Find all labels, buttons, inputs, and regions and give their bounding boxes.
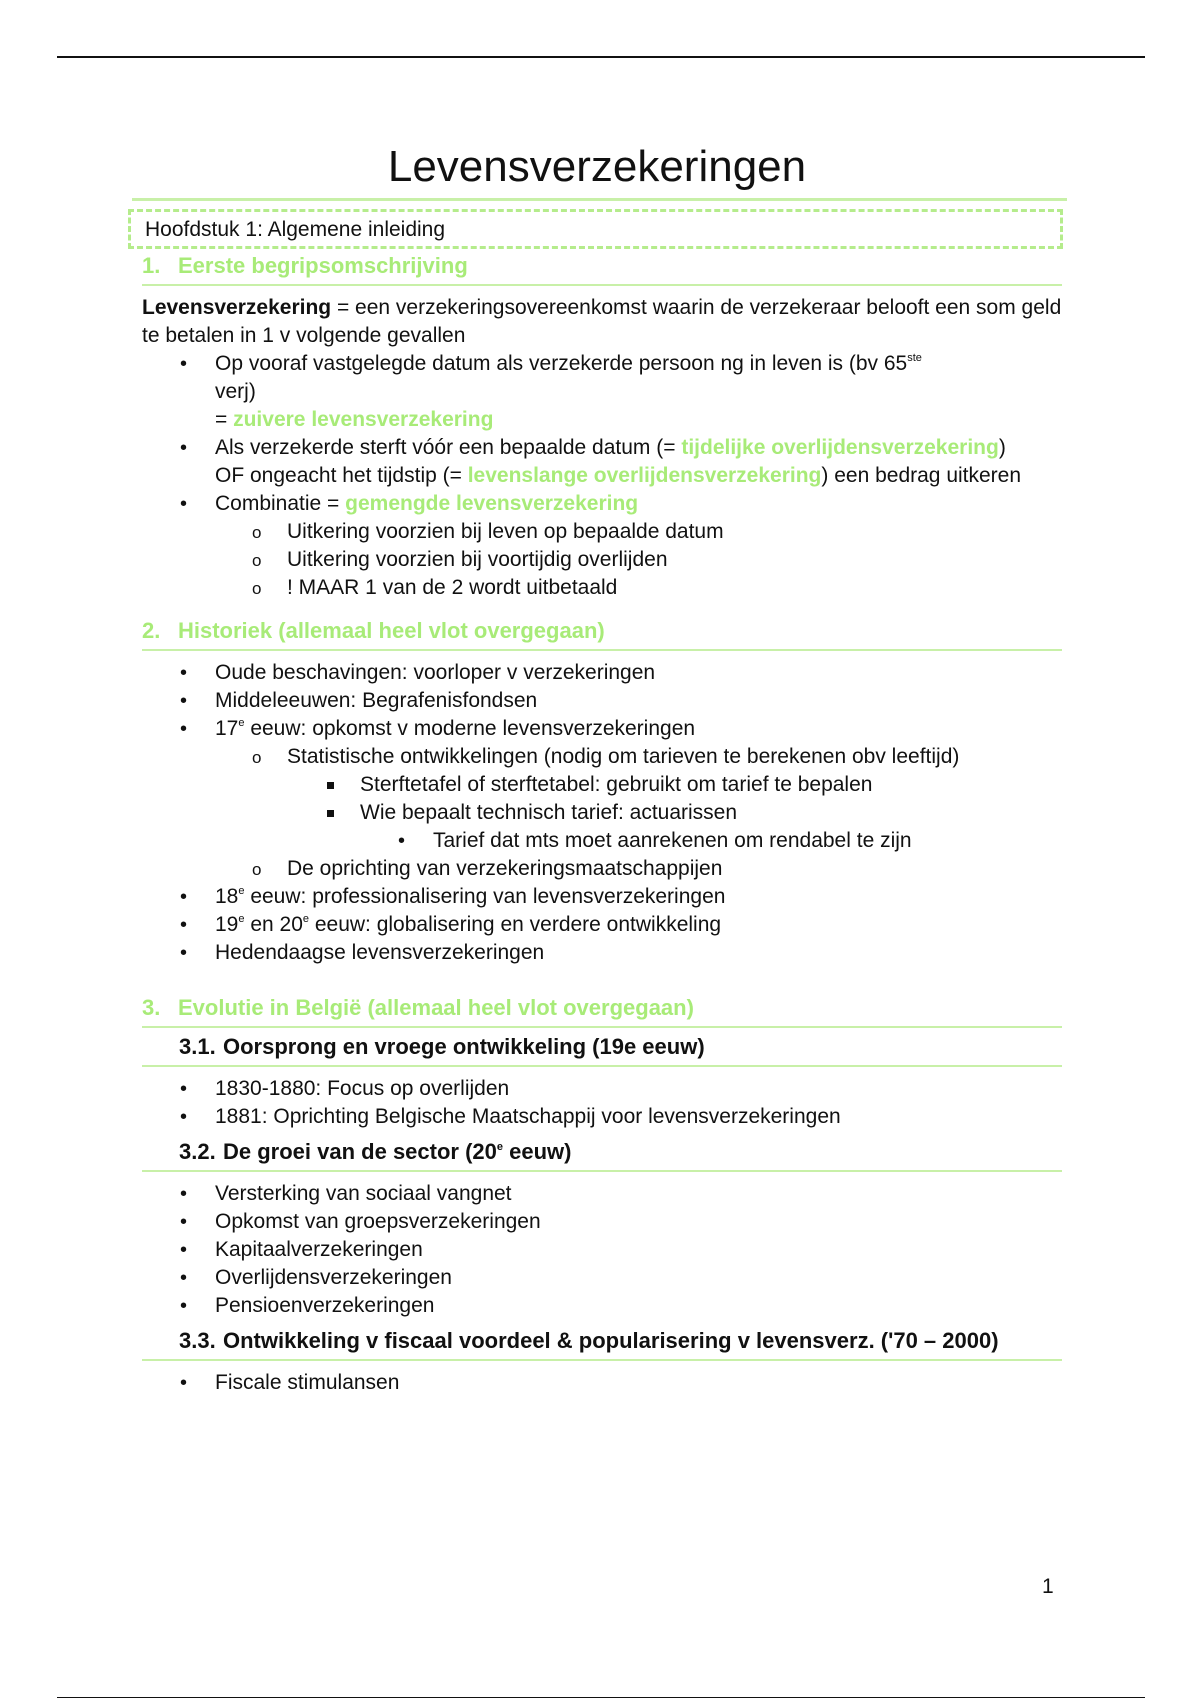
list-item [142,490,1062,518]
list-item: • Middeleeuwen: Begrafenisfondsen [142,687,1062,715]
superscript: e [238,885,245,897]
square-list-item: Sterftetafel of sterftetabel: gebruikt om tarief te bepalen [142,771,1062,799]
list-item-text: ) een bedrag uitkeren [821,464,1022,487]
subsection-heading-3-3 [142,1326,1062,1356]
superscript: ste [907,352,922,364]
list-item-text: OF ongeacht het tijdstip (= [215,464,468,487]
list-item-text: eeuw: professionalisering van levensverzekeringen [244,885,726,908]
list-item-text: Als verzekerde sterft vóór een bepaalde datum (= [215,436,682,459]
highlight-term: gemengde levensverzekering [345,492,639,515]
list-item: • 1881: Oprichting Belgische Maatschappij voor levensverzekeringen [142,1103,1062,1131]
section-number: 1. [142,253,161,278]
list-item-text: 19 [215,913,239,936]
section-number: 2. [142,618,161,643]
fiscal-list [142,1369,1062,1397]
superscript: e [302,913,309,925]
section-number: 3. [142,995,161,1020]
highlight-term: levenslange overlijdensverzekering [467,464,822,487]
section-title: Evolutie in België (allemaal heel vlot overgegaan) [178,995,694,1020]
title-underline [132,198,1067,201]
subsection-heading-3-2 [142,1137,1062,1167]
sub-list-item: o Uitkering voorzien bij leven op bepaalde datum [142,518,1062,546]
highlight-term: zuivere levensverzekering [233,408,494,431]
subsection-title-text: De groei van de sector (20 [223,1139,497,1164]
section-heading-1 [142,251,1062,281]
history-list [142,659,1062,967]
section-underline [142,284,1062,286]
document-page [142,140,1062,1397]
sub-list-item: o De oprichting van verzekeringsmaatschappijen [142,855,1062,883]
header-rule [57,56,1145,58]
subsection-number: 3.1. [179,1034,216,1059]
subsection-number: 3.3. [179,1328,216,1353]
definition-term: Levensverzekering [142,296,332,319]
list-item [142,434,1062,490]
subsection-underline [142,1170,1062,1172]
list-item: • Versterking van sociaal vangnet [142,1180,1062,1208]
subsection-underline [142,1065,1062,1067]
list-item-text: en 20 [244,913,303,936]
subsection-title: Ontwikkeling v fiscaal voordeel & popularisering v levensverz. ('70 – 2000) [223,1328,999,1353]
list-item [142,883,1062,911]
highlight-term: tijdelijke overlijdensverzekering [681,436,999,459]
definition-text: = een verzekeringsovereenkomst waarin de verzekeraar belooft een som geld te betalen in 1 v volgende gevallen [142,296,1062,347]
subsection-heading-3-1 [142,1032,1062,1062]
list-item-text: 18 [215,885,239,908]
growth-list [142,1180,1062,1320]
section-underline [142,649,1062,651]
list-item: • Kapitaalverzekeringen [142,1236,1062,1264]
list-item [142,911,1062,939]
footer-rule [57,1697,1145,1698]
page-title: Levensverzekeringen [387,142,807,191]
chapter-heading: Hoofdstuk 1: Algemene inleiding [128,209,1063,249]
list-item-text: = [215,408,234,431]
subsection-title [223,1137,571,1167]
subsection-title: Oorsprong en vroege ontwikkeling (19e eeuw) [223,1034,705,1059]
list-item-text: 17 [215,717,239,740]
superscript: e [238,717,245,729]
list-item-text: eeuw: opkomst v moderne levensverzekeringen [244,717,696,740]
list-item-text: Combinatie = [215,492,346,515]
list-item-text: Op vooraf vastgelegde datum als verzekerde persoon ng in leven is (bv 65 [215,352,908,375]
superscript: e [238,913,245,925]
list-item-text: eeuw: globalisering en verdere ontwikkeling [309,913,722,936]
list-item-text: ) [998,436,1006,459]
origin-list [142,1075,1062,1131]
list-item [142,350,1062,434]
list-item: • Hedendaagse levensverzekeringen [142,939,1062,967]
list-item [142,715,1062,743]
page-number: 1 [1042,1575,1054,1598]
section-heading-3 [142,993,1062,1023]
deep-list-item: • Tarief dat mts moet aanrekenen om rendabel te zijn [142,827,1062,855]
sub-list-item: o ! MAAR 1 van de 2 wordt uitbetaald [142,574,1062,602]
sub-list-item: o Statistische ontwikkelingen (nodig om tarieven te berekenen obv leeftijd) [142,743,1062,771]
section-title: Historiek (allemaal heel vlot overgegaan) [178,618,605,643]
list-item-text: verj) [215,380,256,403]
list-item: • Opkomst van groepsverzekeringen [142,1208,1062,1236]
list-item: • 1830-1880: Focus op overlijden [142,1075,1062,1103]
subsection-title-text: eeuw) [503,1139,572,1164]
subsection-number: 3.2. [179,1139,216,1164]
definition-list [142,350,1062,602]
list-item: • Oude beschavingen: voorloper v verzekeringen [142,659,1062,687]
list-item: • Pensioenverzekeringen [142,1292,1062,1320]
section-title: Eerste begripsomschrijving [178,253,468,278]
subsection-underline [142,1359,1062,1361]
section-underline [142,1026,1062,1028]
square-list-item: Wie bepaalt technisch tarief: actuarissen [142,799,1062,827]
sub-list-item: o Uitkering voorzien bij voortijdig overlijden [142,546,1062,574]
definition-paragraph [142,294,1062,350]
section-heading-2 [142,616,1062,646]
list-item: • Fiscale stimulansen [142,1369,1062,1397]
superscript: e [496,1141,504,1153]
list-item: • Overlijdensverzekeringen [142,1264,1062,1292]
